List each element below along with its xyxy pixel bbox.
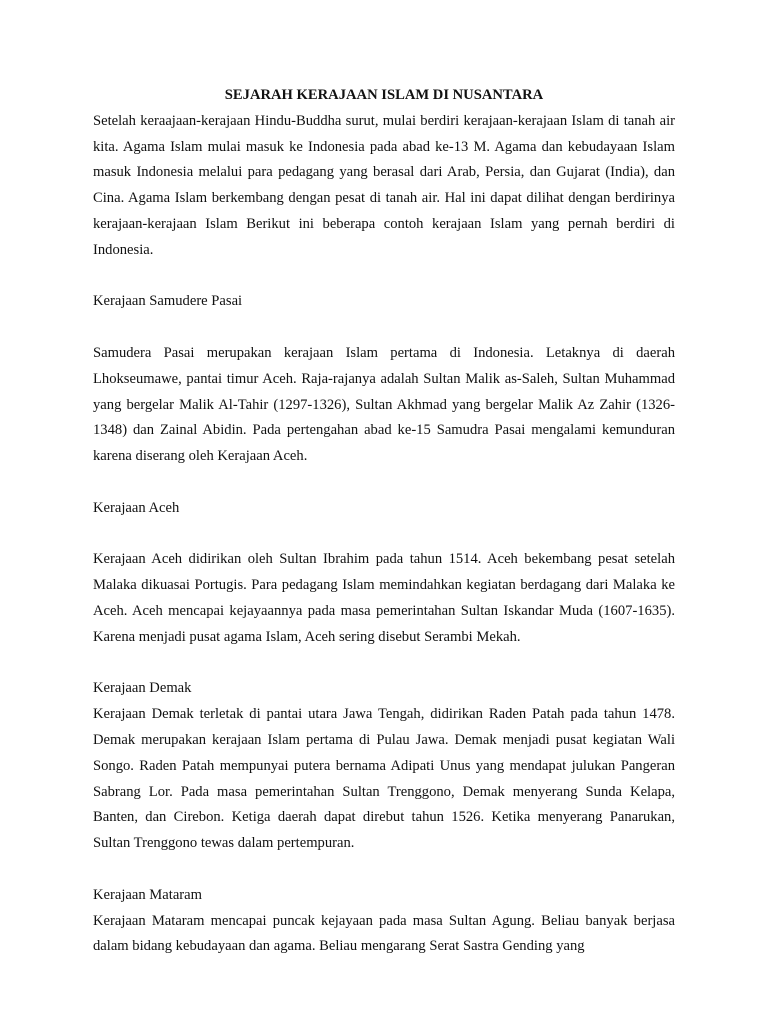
spacer	[93, 857, 675, 883]
spacer	[93, 470, 675, 496]
document-page	[93, 83, 675, 960]
spacer	[93, 315, 675, 341]
section-body-samudera-pasai: Samudera Pasai merupakan kerajaan Islam pertama di Indonesia. Letaknya di daerah Lhokseumawe, pantai timur Aceh. Raja-rajanya adalah Sultan Malik as-Saleh, Sultan Muhammad yang bergelar Malik Al-Tahir (1297-1326), Sultan Akhmad yang bergelar Malik Az Zahir (1326-1348) dan Zainal Abidin. Pada pertengahan abad ke-15 Samudra Pasai mengalami kemunduran karena diserang oleh Kerajaan Aceh.	[93, 344, 675, 465]
section-heading-aceh: Kerajaan Aceh	[93, 499, 180, 516]
document-title: SEJARAH KERAJAAN ISLAM DI NUSANTARA	[224, 87, 544, 103]
intro-paragraph: Setelah keraajaan-kerajaan Hindu-Buddha surut, mulai berdiri kerajaan-kerajaan Islam di tanah air kita. Agama Islam mulai masuk ke Indonesia pada abad ke-13 M. Agama dan kebudayaan Islam masuk Indonesia melalui para pedagang yang berasal dari Arab, Persia, dan Gujarat (India), dan Cina. Agama Islam berkembang dengan pesat di tanah air. Hal ini dapat dilihat dengan berdirinya kerajaan-kerajaan Islam Berikut ini beberapa contoh kerajaan Islam yang pernah berdiri di Indonesia.	[93, 112, 675, 258]
spacer	[93, 651, 675, 677]
section-body-aceh: Kerajaan Aceh didirikan oleh Sultan Ibrahim pada tahun 1514. Aceh bekembang pesat setelah Malaka dikuasai Portugis. Para pedagang Islam memindahkan kegiatan berdagang dari Malaka ke Aceh. Aceh mencapai kejayaannya pada masa pemerintahan Sultan Iskandar Muda (1607-1635). Karena menjadi pusat agama Islam, Aceh sering disebut Serambi Mekah.	[93, 551, 675, 645]
spacer	[93, 522, 675, 548]
section-body-demak: Kerajaan Demak terletak di pantai utara Jawa Tengah, didirikan Raden Patah pada tahun 1478. Demak merupakan kerajaan Islam pertama di Pulau Jawa. Demak menjadi pusat kegiatan Wali Songo. Raden Patah mempunyai putera bernama Adipati Unus yang mendapat julukan Pangeran Sabrang Lor. Pada masa pemerintahan Sultan Trenggono, Demak menyerang Sunda Kelapa, Banten, dan Cirebon. Ketiga daerah dapat direbut tahun 1526. Ketika menyerang Panarukan, Sultan Trenggono tewas dalam pertempuran.	[93, 706, 675, 852]
section-heading-demak: Kerajaan Demak	[93, 680, 192, 697]
section-heading-mataram: Kerajaan Mataram	[93, 886, 202, 903]
section-body-mataram: Kerajaan Mataram mencapai puncak kejayaan pada masa Sultan Agung. Beliau banyak berjasa dalam bidang kebudayaan dan agama. Beliau mengarang Serat Sastra Gending yang	[93, 912, 675, 955]
spacer	[93, 264, 675, 290]
section-heading-samudera-pasai: Kerajaan Samudere Pasai	[93, 293, 243, 310]
